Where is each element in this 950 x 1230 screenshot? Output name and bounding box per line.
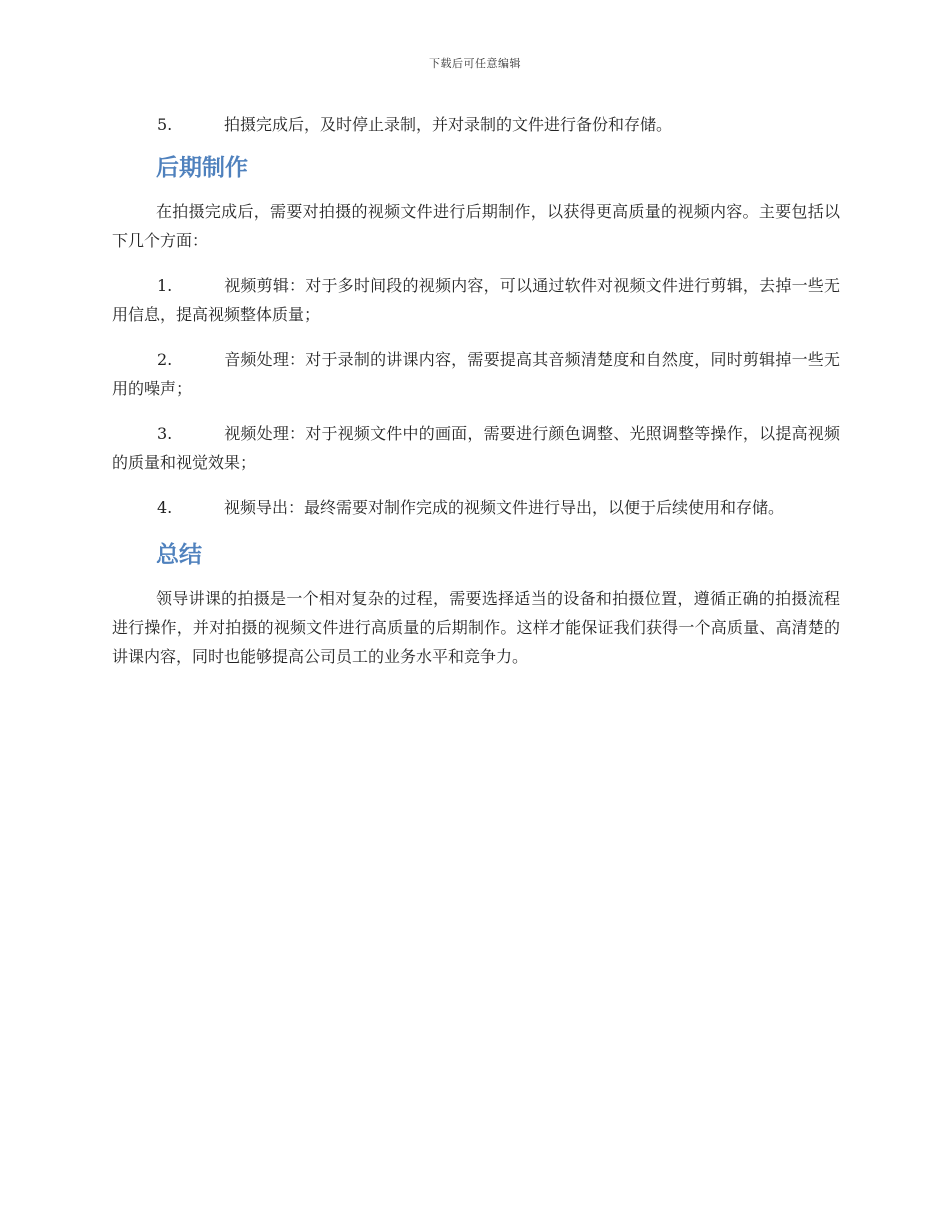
summary-paragraph: 领导讲课的拍摄是一个相对复杂的过程，需要选择适当的设备和拍摄位置，遵循正确的拍摄流程进行操作，并对拍摄的视频文件进行高质量的后期制作。这样才能保证我们获得一个高质量、高清楚的讲课内容，同时也能够提高公司员工的业务水平和竞争力。 [112, 589, 840, 666]
list-text: 视频导出：最终需要对制作完成的视频文件进行导出，以便于后续使用和存储。 [224, 498, 785, 517]
section-intro: 在拍摄完成后，需要对拍摄的视频文件进行后期制作，以获得更高质量的视频内容。主要包括以下几个方面： [112, 202, 840, 250]
page-header: 下载后可任意编辑 [429, 57, 521, 70]
list-item [112, 110, 840, 139]
list-text: 视频处理：对于视频文件中的画面，需要进行颜色调整、光照调整等操作，以提高视频的质量和视觉效果； [112, 424, 840, 472]
list-item [112, 271, 840, 329]
list-text: 音频处理：对于录制的讲课内容，需要提高其音频清楚度和自然度，同时剪辑掉一些无用的噪声； [112, 350, 840, 398]
list-number: 1. [157, 276, 173, 295]
list-number: 2. [157, 350, 173, 369]
list-item [112, 493, 840, 522]
list-number: 5. [157, 115, 173, 134]
list-item [112, 345, 840, 403]
list-number: 4. [157, 498, 173, 517]
list-number: 3. [157, 424, 173, 443]
section-heading-summary: 总结 [156, 542, 202, 568]
section-heading-post-production: 后期制作 [156, 155, 248, 181]
list-text: 视频剪辑：对于多时间段的视频内容，可以通过软件对视频文件进行剪辑，去掉一些无用信息，提高视频整体质量； [112, 276, 840, 324]
list-text: 拍摄完成后，及时停止录制，并对录制的文件进行备份和存储。 [224, 115, 673, 134]
list-item [112, 419, 840, 477]
document-body [112, 110, 840, 687]
